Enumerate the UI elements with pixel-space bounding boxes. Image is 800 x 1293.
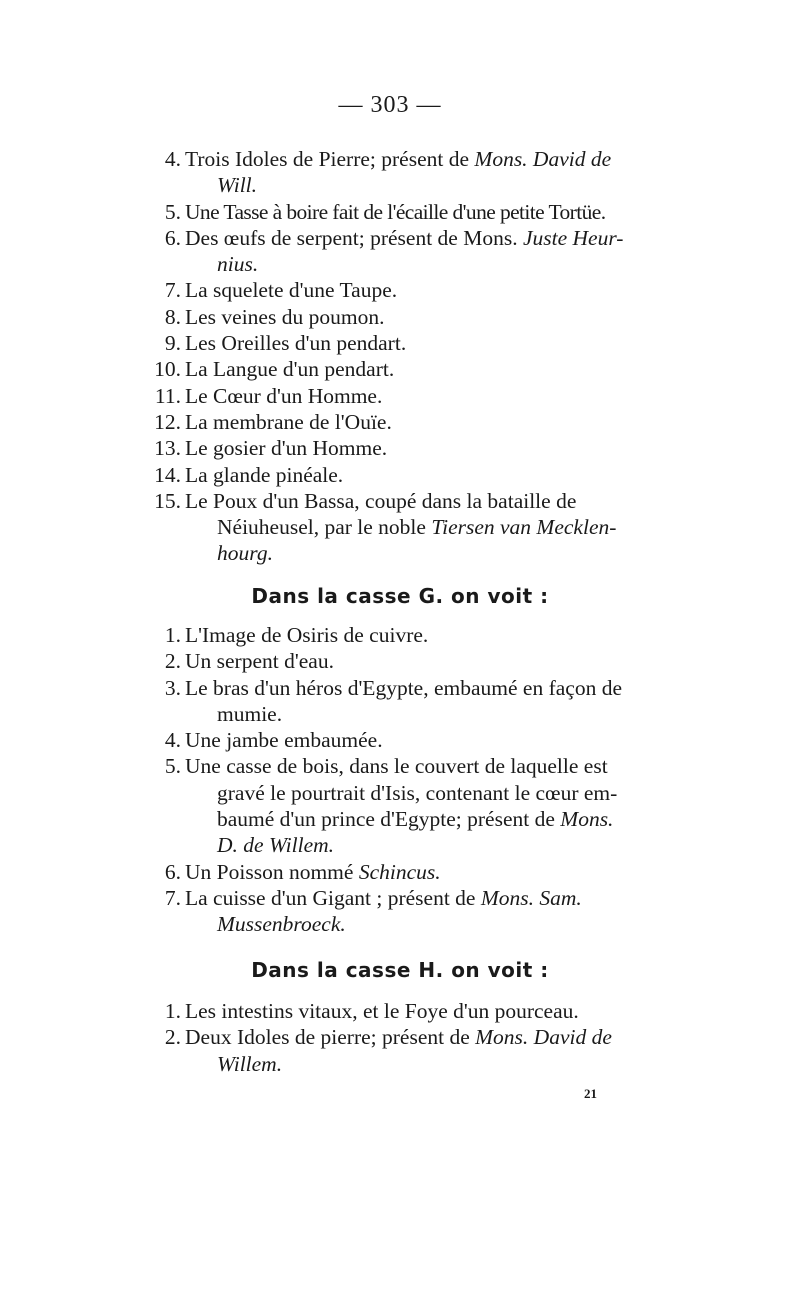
item-continuation: D. de Willem. xyxy=(217,833,335,858)
item-continuation: Will. xyxy=(217,173,258,198)
item-continuation: mumie. xyxy=(217,701,283,726)
item-number: 3. xyxy=(164,675,181,700)
list-item: 8. Les veines du poumon. xyxy=(145,304,645,330)
list-item: 3. Le bras d'un héros d'Egypte, embaumé en façon de mumie. xyxy=(145,675,645,728)
item-continuation: Willem. xyxy=(217,1051,283,1076)
list-item: 10. La Langue d'un pendart. xyxy=(145,356,645,382)
list-item: 2. Un serpent d'eau. xyxy=(145,648,645,674)
section-heading-casse-h: Dans la casse H. on voit : xyxy=(251,958,549,982)
list-item: 2. Deux Idoles de pierre; présent de Mons. David de Willem. xyxy=(145,1024,645,1077)
item-list-casse-g xyxy=(145,622,645,938)
list-item: 5. Une casse de bois, dans le couvert de laquelle est gravé le pourtrait d'Isis, contenant le cœur em- baumé d'un prince d'Egypte; présent de Mons. D. de Willem. xyxy=(145,753,645,858)
list-item: 1. L'Image de Osiris de cuivre. xyxy=(145,622,645,648)
item-number: 2. xyxy=(164,649,181,674)
list-item: 6. Des œufs de serpent; présent de Mons. Juste Heur- nius. xyxy=(145,225,645,278)
list-item: 14. La glande pinéale. xyxy=(145,462,645,488)
list-item: 6. Un Poisson nommé Schincus. xyxy=(145,859,645,885)
list-item: 9. Les Oreilles d'un pendart. xyxy=(145,330,645,356)
item-number: 5. xyxy=(164,754,181,779)
item-number: 7. xyxy=(164,885,181,910)
signature-mark: 21 xyxy=(584,1086,597,1101)
item-number: 4. xyxy=(164,147,181,171)
item-number: 1. xyxy=(164,623,181,647)
list-item: 7. La cuisse d'un Gigant ; présent de Mons. Sam. Mussenbroeck. xyxy=(145,885,645,938)
item-number: 12. xyxy=(154,409,181,434)
list-item: 7. La squelete d'une Taupe. xyxy=(145,277,645,303)
list-item: 4. Une jambe embaumée. xyxy=(145,727,645,753)
item-list-casse-f xyxy=(145,146,645,567)
item-number: 1. xyxy=(164,999,181,1023)
item-continuation: hourg. xyxy=(217,541,273,566)
item-number: 10. xyxy=(154,357,181,382)
item-number: 8. xyxy=(164,304,181,329)
item-number: 15. xyxy=(154,488,181,513)
item-number: 6. xyxy=(164,859,181,884)
item-number: 4. xyxy=(164,728,181,753)
section-heading-casse-g: Dans la casse G. on voit : xyxy=(251,584,549,608)
list-item: 13. Le gosier d'un Homme. xyxy=(145,435,645,461)
item-number: 9. xyxy=(164,331,181,356)
list-item: 5. Une Tasse à boire fait de l'écaille d'une petite Tortüe. xyxy=(145,199,645,225)
list-item: 11. Le Cœur d'un Homme. xyxy=(145,383,645,409)
item-number: 14. xyxy=(154,462,181,487)
page-number-header: — 303 — xyxy=(338,92,442,118)
item-number: 7. xyxy=(164,278,181,303)
list-item: 1. Les intestins vitaux, et le Foye d'un pourceau. xyxy=(145,998,645,1024)
item-number: 13. xyxy=(154,436,181,461)
item-number: 11. xyxy=(154,383,181,408)
item-list-casse-h xyxy=(145,998,645,1077)
list-item: 12. La membrane de l'Ouïe. xyxy=(145,409,645,435)
item-continuation: Mussenbroeck. xyxy=(217,912,346,937)
item-number: 5. xyxy=(164,199,181,224)
item-continuation: nius. xyxy=(217,252,259,277)
item-number: 2. xyxy=(164,1025,181,1050)
list-item: 4. Trois Idoles de Pierre; présent de Mons. David de Will. xyxy=(145,146,645,199)
item-number: 6. xyxy=(164,225,181,250)
list-item: 15. Le Poux d'un Bassa, coupé dans la bataille de Néiuheusel, par le noble Tiersen van Mecklen- hourg. xyxy=(145,488,645,567)
